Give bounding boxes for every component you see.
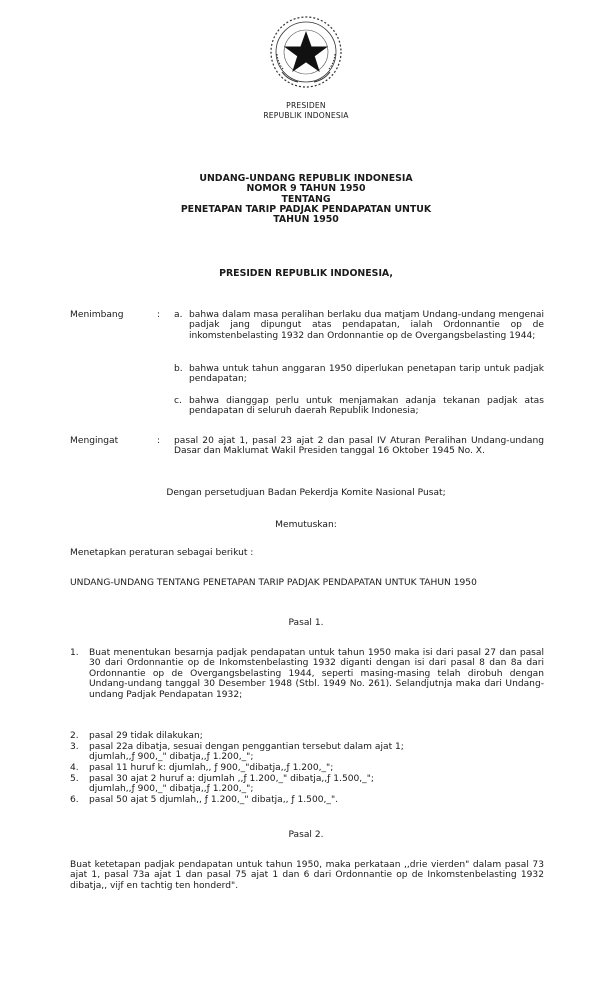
pasal-1-item-text: pasal 11 huruf k: djumlah,, ƒ 900,_"dibatja,,ƒ 1.200,_"; — [89, 763, 334, 773]
title-line-3: TENTANG — [281, 193, 331, 205]
pasal-2-text: Buat ketetapan padjak pendapatan untuk tahun 1950, maka perkataan ,,drie vierden" dalam pasal 73 ajat 1, pasal 73a ajat 1 dan pasal 75 ajat 1 dan 6 dari Ordonnantie op de Inkomstenbelasting 1932 dibatja,, vijf en tachtig ten honderd". — [70, 860, 544, 891]
menimbang-item-marker: a. — [174, 310, 183, 320]
header-presiden: PRESIDEN — [286, 101, 326, 110]
menimbang-item-a — [174, 310, 544, 341]
pasal-1-item-1 — [70, 648, 544, 700]
pasal-1-item-subline: djumlah,,ƒ 900,_" dibatja,,ƒ 1.200,_"; — [89, 752, 254, 763]
pasal-1-item-number: 5. — [70, 774, 79, 784]
pasal-1-item-number: 3. — [70, 742, 79, 752]
title-line-5: TAHUN 1950 — [273, 214, 339, 226]
pasal-1-item-number: 6. — [70, 795, 79, 805]
pasal-1-item-number: 2. — [70, 731, 79, 741]
pasal-1-item-5 — [70, 774, 544, 795]
mengingat-text: pasal 20 ajat 1, pasal 23 ajat 2 dan pasal IV Aturan Peralihan Undang-undang Dasar dan Maklumat Wakil Presiden tanggal 16 Oktober 1945 No. X. — [174, 436, 544, 457]
uu-title-text: UNDANG-UNDANG TENTANG PENETAPAN TARIP PADJAK PENDAPATAN UNTUK TAHUN 1950 — [70, 578, 477, 588]
menimbang-item-marker: b. — [174, 364, 183, 374]
pasal-1-item-number: 1. — [70, 648, 79, 658]
presiden-heading: PRESIDEN REPUBLIK INDONESIA, — [219, 268, 393, 279]
pasal-2-heading: Pasal 2. — [288, 830, 324, 840]
pasal-1-item-text: pasal 30 ajat 2 huruf a: djumlah ,,ƒ 1.200,_" dibatja,,ƒ 1.500,_"; — [89, 774, 374, 784]
pasal-1-item-number: 4. — [70, 763, 79, 773]
document-title — [0, 174, 612, 225]
menetapkan-text: Menetapkan peraturan sebagai berikut : — [70, 548, 254, 558]
persetujuan-text: Dengan persetudjuan Badan Pekerdja Komite Nasional Pusat; — [166, 488, 446, 498]
menimbang-item-marker: c. — [174, 396, 182, 406]
pasal-1-item-2 — [70, 731, 544, 741]
menimbang-item-c — [174, 396, 544, 417]
title-line-1: UNDANG-UNDANG REPUBLIK INDONESIA — [199, 173, 413, 184]
pasal-1-item-text: pasal 50 ajat 5 djumlah,, ƒ 1.200,_" dibatja,, ƒ 1.500,_". — [89, 795, 339, 805]
menimbang-item-text: bahwa dalam masa peralihan berlaku dua matjam Undang-undang mengenai padjak jang dipungut atas pendapatan, ialah Ordonnantie op de inkomstenbelasting 1932 dan Ordonnantie op de Overgangsbelasting 1944; — [189, 310, 544, 341]
pasal-1-item-text: pasal 22a dibatja, sesuai dengan penggantian tersebut dalam ajat 1; — [89, 742, 404, 752]
pasal-1-heading: Pasal 1. — [288, 618, 324, 628]
memutuskan-text: Memutuskan: — [275, 520, 337, 530]
header-republik-indonesia: REPUBLIK INDONESIA — [263, 111, 349, 120]
title-line-4: PENETAPAN TARIP PADJAK PENDAPATAN UNTUK — [180, 203, 432, 215]
title-line-2: NOMOR 9 TAHUN 1950 — [246, 183, 366, 195]
menimbang-item-text: bahwa untuk tahun anggaran 1950 diperlukan penetapan tarip untuk padjak pendapatan; — [189, 364, 544, 385]
menimbang-colon: : — [157, 310, 161, 320]
pasal-1-item-6 — [70, 795, 544, 805]
menimbang-item-b — [174, 364, 544, 385]
pasal-1-item-subline: djumlah,,ƒ 900,_" dibatja,,ƒ 1.200,_"; — [89, 784, 254, 795]
mengingat-label: Mengingat — [70, 436, 119, 446]
mengingat-colon: : — [157, 436, 161, 446]
pasal-1-item-3 — [70, 742, 544, 763]
menimbang-item-text: bahwa dianggap perlu untuk menjamakan adanja tekanan padjak atas pendapatan di seluruh daerah Republik Indonesia; — [189, 396, 544, 417]
menimbang-label: Menimbang — [70, 310, 124, 320]
pasal-1-item-text: pasal 29 tidak dilakukan; — [89, 731, 203, 741]
garuda-star-emblem-icon — [268, 14, 344, 90]
pasal-1-item-text: Buat menentukan besarnja padjak pendapatan untuk tahun 1950 maka isi dari pasal 27 dan pasal 30 dari Ordonnantie op de Inkomstenbelasting 1932 diganti dengan isi dari pasal 8 dan 8a dari Ordonnantie op de Overgangsbelasting 1944, seperti masing-masing telah dirobuh dengan Undang-undang tanggal 30 Desember 1948 (Stbl. 1949 No. 261). Selandjutnja maka dari Undang-undang Padjak Pendapatan 1932; — [89, 648, 544, 700]
pasal-1-item-4 — [70, 763, 544, 773]
